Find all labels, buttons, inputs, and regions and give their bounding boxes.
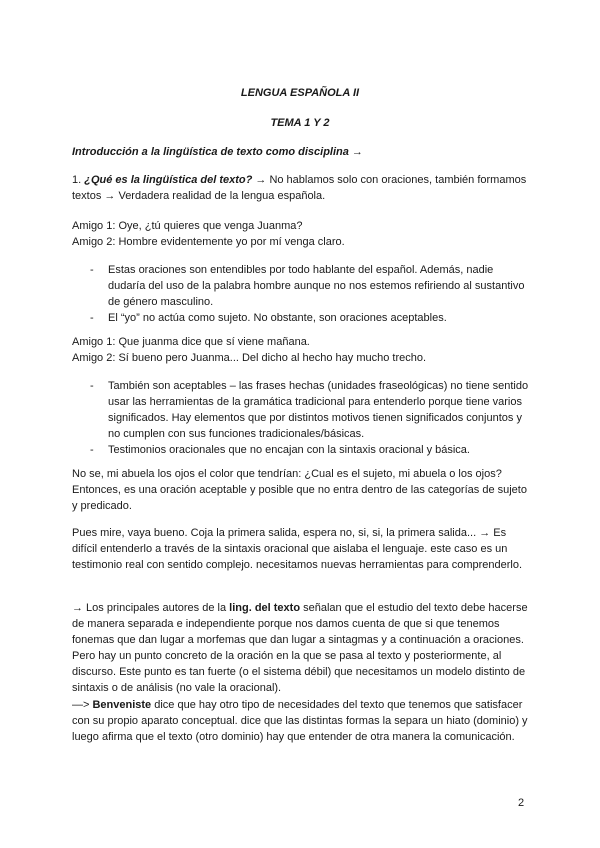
page-number: 2 (518, 797, 525, 809)
paragraph-pues-mire: Pues mire, vaya bueno. Coja la primera salida, espera no, si, si, la primera salida... → Es difícil entenderlo a través de la sintaxis oracional que aislaba el lenguaje. este caso es un testimonio real con sentido complejo. necesitamos nuevas herramientas para comprenderlo. (72, 527, 523, 571)
bullet-item: - Estas oraciones son entendibles por todo hablante del español. Además, nadie dudaría del uso de la palabra hombre aunque no nos estemos refiriendo al sustantivo de género masculino. (90, 262, 530, 310)
dialog-block-1 (72, 218, 532, 250)
section-heading: Introducción a la lingüística de texto como disciplina → (72, 146, 363, 158)
bullet-list-2 (90, 378, 530, 458)
dialog-1-line-1: Amigo 1: Oye, ¿tú quieres que venga Juanma? (72, 220, 303, 232)
bullet-list-1 (90, 262, 530, 326)
paragraph-abuela: No se, mi abuela los ojos el color que tendrían: ¿Cual es el sujeto, mi abuela o los ojos? Entonces, es una oración aceptable y posible que no entra dentro de las categorías de sujeto y predicado. (72, 468, 527, 512)
dialog-2-line-2: Amigo 2: Sí bueno pero Juanma... Del dicho al hecho hay mucho trecho. (72, 352, 427, 364)
paragraph-benveniste: —> Benveniste dice que hay otro tipo de necesidades del texto que tenemos que satisfacer con su propio aparato conceptual. dice que las distintas formas la separa un hiato (dominio) y luego afirma que el texto (otro dominio) hay que entender de otra manera la comunicación. (72, 699, 528, 743)
bullet-item: - El “yo” no actúa como sujeto. No obstante, son oraciones aceptables. (90, 310, 530, 326)
dialog-block-2 (72, 334, 532, 366)
bold-term-benveniste: Benveniste (92, 699, 152, 711)
question-rest: → No hablamos solo con oraciones, también formamos textos → Verdadera realidad de la lengua española. (72, 174, 527, 202)
document-subtitle: TEMA 1 Y 2 (270, 117, 330, 129)
document-title: LENGUA ESPAÑOLA II (240, 87, 360, 99)
bullet-item: - Testimonios oracionales que no encajan con la sintaxis oracional y básica. (90, 442, 530, 458)
bullet-item: - También son aceptables – las frases hechas (unidades fraseológicas) no tiene sentido usar las herramientas de la gramática tradicional para entenderlo porque tiene varios significados. Hay elementos que por distintos motivos tienen significados conjuntos y no cumplen con sus funciones tradicionales/básicas. (90, 378, 530, 442)
dialog-2-line-1: Amigo 1: Que juanma dice que sí viene mañana. (72, 336, 310, 348)
question-text: ¿Qué es la lingüística del texto? (84, 174, 253, 186)
paragraph-autores: → Los principales autores de la ling. del texto señalan que el estudio del texto debe hacerse de manera separada e independiente porque nos damos cuenta de que si que tenemos fonemas que dan lugar a morfemas que dan lugar a sintagmas y a continuación a oraciones. Pero hay un punto concreto de la oración en la que se pasa al texto y posteriormente, al discurso. Este punto es tan fuerte (o el sistema débil) que necesitamos un modelo distinto de sintaxis o de análisis (no vale la oracional). (72, 602, 528, 694)
question-paragraph (72, 172, 532, 204)
dialog-1-line-2: Amigo 2: Hombre evidentemente yo por mí venga claro. (72, 236, 345, 248)
bold-term-ling-texto: ling. del texto (229, 602, 301, 614)
question-number: 1. (72, 174, 85, 186)
